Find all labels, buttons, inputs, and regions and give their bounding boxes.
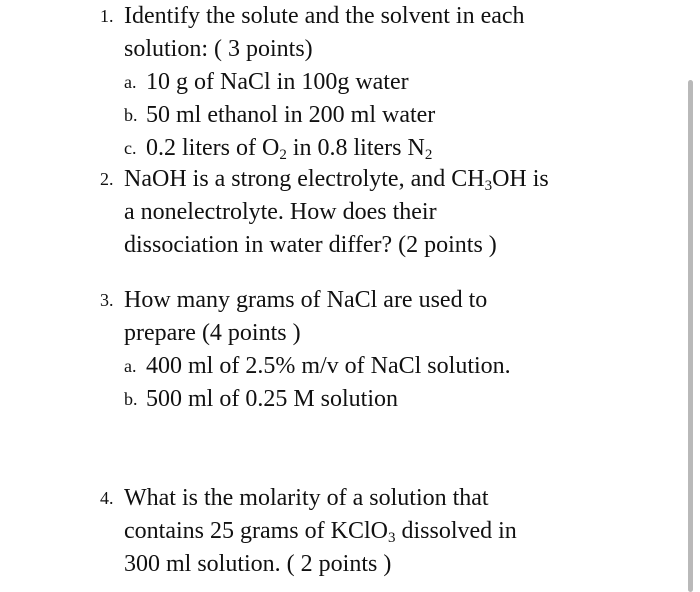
question-2-text: a nonelectrolyte. How does their — [124, 199, 437, 225]
text-fragment: contains 25 grams of KClO — [124, 518, 388, 544]
part-letter: a. — [124, 356, 137, 376]
question-2-text — [124, 163, 549, 196]
question-1-part-c — [100, 132, 660, 165]
question-2 — [100, 163, 660, 262]
question-2-points: dissociation in water differ? (2 points ) — [124, 232, 497, 258]
text-fragment: OH is — [492, 166, 549, 192]
question-1 — [100, 0, 660, 165]
question-1-points: solution: ( 3 points) — [124, 36, 313, 62]
question-4-points: 300 ml solution. ( 2 points ) — [124, 551, 392, 577]
text-fragment: dissolved in — [395, 518, 517, 544]
question-2-line-1 — [100, 163, 660, 196]
question-4-line-1 — [100, 482, 660, 515]
part-text: 500 ml of 0.25 M solution — [146, 386, 399, 412]
question-3-line-2 — [100, 317, 660, 350]
question-3-number: 3. — [100, 290, 114, 310]
question-3-part-a — [100, 350, 660, 383]
part-letter: b. — [124, 105, 138, 125]
part-text: 400 ml of 2.5% m/v of NaCl solution. — [146, 353, 511, 379]
part-letter: c. — [124, 138, 137, 158]
question-4 — [100, 482, 660, 581]
question-4-line-3 — [100, 548, 660, 581]
question-4-text — [124, 515, 517, 548]
question-4-line-2 — [100, 515, 660, 548]
text-fragment: in 0.8 liters N — [286, 135, 425, 161]
question-3 — [100, 284, 660, 416]
question-1-line-1 — [100, 0, 660, 33]
subscript: 3 — [484, 178, 493, 194]
question-2-line-2 — [100, 196, 660, 229]
question-3-line-1 — [100, 284, 660, 317]
part-text — [146, 132, 432, 165]
question-2-line-3 — [100, 229, 660, 262]
question-3-text: How many grams of NaCl are used to — [124, 287, 488, 313]
part-text: 10 g of NaCl in 100g water — [146, 69, 409, 95]
text-fragment: 0.2 liters of O — [146, 135, 280, 161]
subscript: 2 — [424, 147, 433, 163]
question-1-text: Identify the solute and the solvent in each — [124, 3, 525, 29]
question-1-line-2 — [100, 33, 660, 66]
part-letter: a. — [124, 72, 137, 92]
part-letter: b. — [124, 389, 138, 409]
text-fragment: NaOH is a strong electrolyte, and CH — [124, 166, 485, 192]
part-text: 50 ml ethanol in 200 ml water — [146, 102, 436, 128]
question-2-number: 2. — [100, 169, 114, 189]
vertical-scrollbar[interactable] — [688, 80, 693, 592]
question-1-number: 1. — [100, 6, 114, 26]
subscript: 3 — [387, 530, 396, 546]
question-4-number: 4. — [100, 488, 114, 508]
question-3-part-b — [100, 383, 660, 416]
question-1-part-b — [100, 99, 660, 132]
question-4-text: What is the molarity of a solution that — [124, 485, 489, 511]
question-3-points: prepare (4 points ) — [124, 320, 301, 346]
subscript: 2 — [279, 147, 287, 163]
question-1-part-a — [100, 66, 660, 99]
